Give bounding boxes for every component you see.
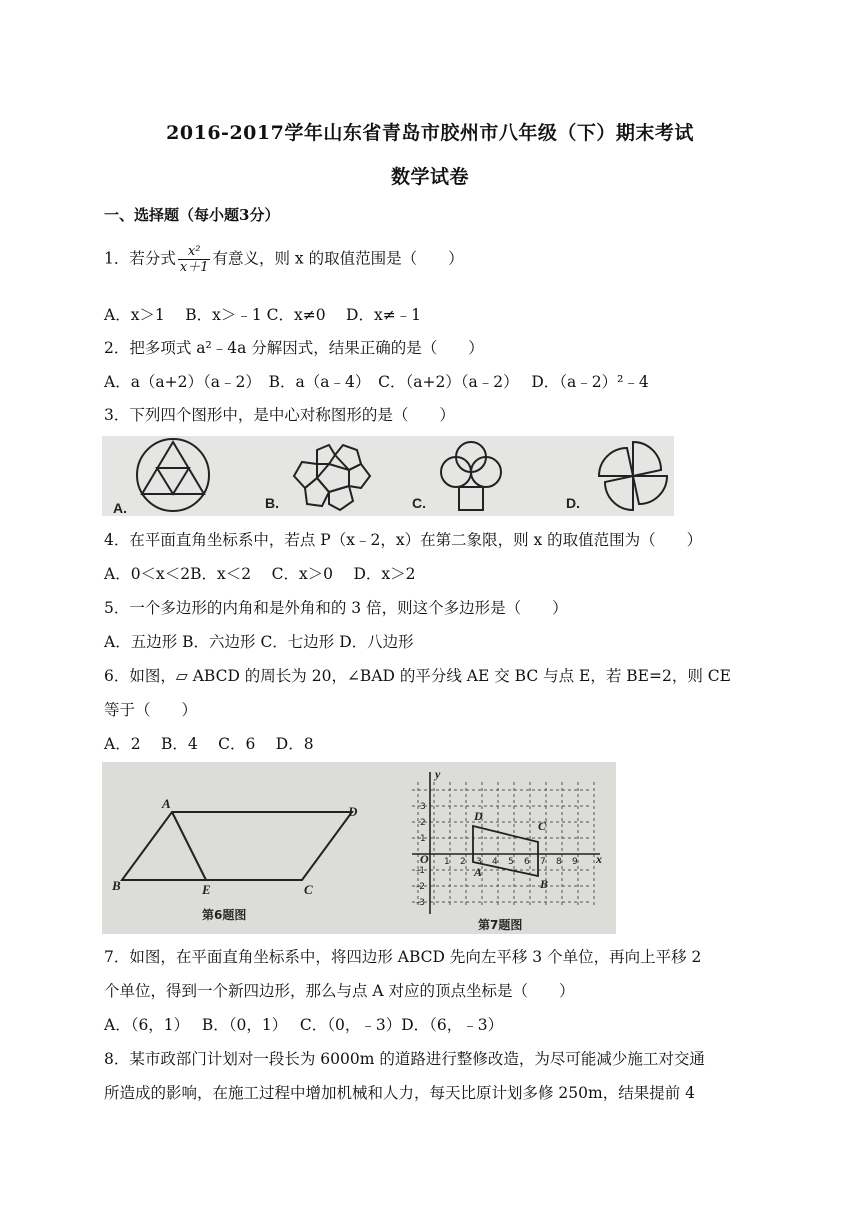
exam-title: 2016-2017学年山东省青岛市胶州市八年级（下）期末考试	[166, 122, 694, 144]
figures-6-7	[102, 762, 616, 934]
figure-7-caption: 第7题图	[478, 918, 523, 932]
question-2-options: A．a（a+2）（a﹣2） B．a（a﹣4） C．（a+2）（a﹣2） D．（a﹣2）²﹣4	[104, 373, 649, 391]
pentagon-ring-shape	[294, 445, 370, 510]
figure-6-caption: 第6题图	[202, 908, 247, 922]
origin-label: O	[420, 852, 429, 866]
y-tick-neg-2: -2	[416, 882, 425, 892]
point-d-label: D	[474, 809, 483, 823]
q1-text-before: 1．若分式	[104, 249, 176, 268]
exam-subtitle: 数学试卷	[390, 166, 469, 188]
question-7-options: A．（6，1） B．（0，1） C．（0，﹣3）D．（6，﹣3）	[104, 1016, 504, 1034]
question-8-stem-line-2: 所造成的影响，在施工过程中增加机械和人力，每天比原计划多修 250m，结果提前 4	[104, 1084, 696, 1102]
question-7-stem-line-2: 个单位，得到一个新四边形，那么与点 A 对应的顶点坐标是（ ）	[104, 982, 575, 1000]
x-tick-9: 9	[572, 857, 578, 867]
pinwheel-shape	[599, 442, 667, 510]
point-b-label: B	[540, 877, 549, 891]
label-b: B.	[265, 495, 279, 511]
question-8-stem-line-1: 8．某市政部门计划对一段长为 6000m 的道路进行整修改造，为尽可能减少施工对交通	[104, 1050, 705, 1068]
shapes-figure	[102, 436, 674, 516]
x-axis-label: x	[596, 852, 602, 866]
fraction-denominator: x＋1	[179, 260, 209, 275]
x-tick-3: 3	[476, 857, 482, 867]
question-7-stem-line-1: 7．如图，在平面直角坐标系中，将四边形 ABCD 先向左平移 3 个单位，再向上平移 2	[104, 948, 702, 966]
x-tick-4: 4	[492, 857, 498, 867]
y-tick-2: 2	[420, 818, 426, 828]
coordinate-grid-figure	[412, 767, 602, 932]
y-tick-1: 1	[420, 834, 426, 844]
y-tick-neg-3: -3	[416, 898, 425, 908]
question-4-stem: 4．在平面直角坐标系中，若点 P（x﹣2，x）在第二象限，则 x 的取值范围为（ ）	[104, 531, 703, 549]
q1-text-after: 有意义，则 x 的取值范围是（ ）	[212, 249, 464, 268]
vertex-c-label: C	[304, 882, 313, 897]
y-axis-label: y	[435, 767, 441, 781]
question-3-figure	[102, 436, 674, 516]
x-tick-6: 6	[524, 857, 530, 867]
question-6-stem-line-2: 等于（ ）	[104, 701, 198, 719]
vertex-a-label: A	[162, 796, 171, 811]
label-d: D.	[566, 495, 580, 511]
point-a-label: A	[474, 865, 483, 879]
x-tick-7: 7	[540, 857, 546, 867]
label-c: C.	[412, 495, 426, 511]
section-heading: 一、选择题（每小题3分）	[104, 206, 280, 224]
question-2-stem: 2．把多项式 a²﹣4a 分解因式，结果正确的是（ ）	[104, 339, 484, 357]
parallelogram-figure	[111, 796, 358, 922]
y-tick-3: 3	[420, 802, 426, 812]
question-3-stem: 3．下列四个图形中，是中心对称图形的是（ ）	[104, 406, 455, 424]
x-tick-8: 8	[556, 857, 562, 867]
question-5-options: A．五边形 B．六边形 C．七边形 D．八边形	[104, 633, 414, 651]
x-tick-1: 1	[444, 857, 450, 867]
question-1-options: A．x＞1 B．x＞﹣1 C．x≠0 D．x≠﹣1	[104, 306, 422, 324]
x-tick-2: 2	[460, 857, 466, 867]
three-circles-shape	[441, 442, 501, 510]
question-1-stem	[104, 244, 464, 275]
fraction	[178, 244, 211, 275]
vertex-b-label: B	[112, 878, 121, 893]
question-4-options: A．0＜x＜2B．x＜2 C．x＞0 D．x＞2	[104, 565, 416, 583]
point-c-label: C	[538, 819, 547, 833]
question-5-stem: 5．一个多边形的内角和是外角和的 3 倍，则这个多边形是（ ）	[104, 599, 568, 617]
y-tick-neg-1: -1	[416, 866, 425, 876]
vertex-d-label: D	[348, 804, 358, 819]
circle-triangle-shape	[137, 439, 209, 511]
label-a: A.	[113, 500, 127, 516]
x-tick-5: 5	[508, 857, 514, 867]
figures-svg	[102, 762, 616, 934]
vertex-e-label: E	[202, 882, 211, 897]
question-6-stem-line-1: 6．如图，▱ ABCD 的周长为 20，∠BAD 的平分线 AE 交 BC 与点 E，若 BE=2，则 CE	[104, 667, 731, 685]
question-6-options: A．2 B．4 C．6 D．8	[104, 735, 314, 753]
fraction-numerator: x²	[178, 244, 211, 260]
